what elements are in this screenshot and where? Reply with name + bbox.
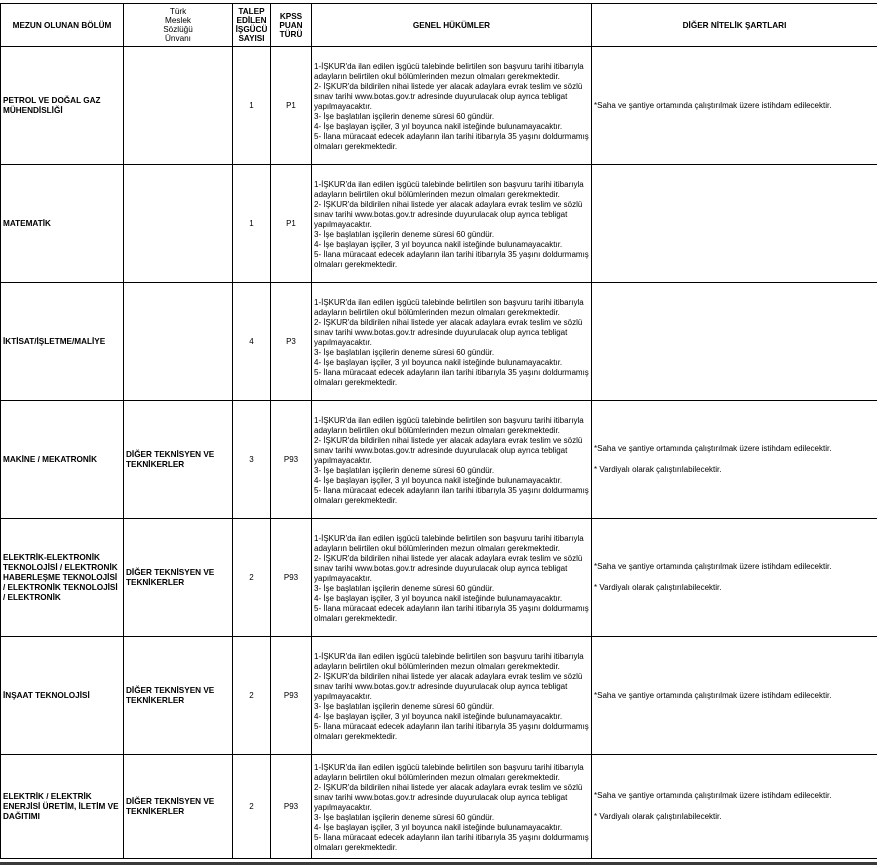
kpss-type-cell: P1 <box>271 165 312 283</box>
general-rule-item: 1-İŞKUR'da ilan edilen işgücü talebinde belirtilen son başvuru tarihi itibarıyla adayların belirtilen okul bölümlerinden mezun olmaları gerekmektedir. <box>314 415 584 435</box>
other-requirements-cell <box>592 637 877 755</box>
department-cell: İKTİSAT/İŞLETME/MALİYE <box>1 283 124 401</box>
table-row <box>1 283 877 401</box>
general-rule-item: 1-İŞKUR'da ilan edilen işgücü talebinde belirtilen son başvuru tarihi itibarıyla adayların belirtilen okul bölümlerinden mezun olmaları gerekmektedir. <box>314 61 584 81</box>
other-requirement-item: * Vardiyalı olarak çalıştırılabilecektir. <box>594 465 722 474</box>
general-rule-item: 2- İŞKUR'da bildirilen nihai listede yer alacak adaylara evrak teslim ve sözlü sınav tarihi www.botas.gov.tr adresinde duyurulacak olup ayrıca tebligat yapılmayacaktır. <box>314 782 583 812</box>
general-rule-item: 3- İşe başlatılan işçilerin deneme süresi 60 gündür. <box>314 229 495 239</box>
requested-count-cell: 1 <box>233 47 271 165</box>
general-rule-item: 4- İşe başlayan işçiler, 3 yıl boyunca nakil isteğinde bulunamayacaktır. <box>314 475 563 485</box>
general-rules-cell <box>312 165 592 283</box>
kpss-type-cell: P1 <box>271 47 312 165</box>
header-count-line: İŞGÜCÜ <box>235 25 268 34</box>
general-rules-cell <box>312 519 592 637</box>
general-rule-item: 5- İlana müracaat edecek adayların ilan tarihi itibarıyla 35 yaşını doldurmamış olmaları gerekmektedir. <box>314 485 589 505</box>
other-requirement-item: * Vardiyalı olarak çalıştırılabilecektir. <box>594 583 722 592</box>
header-kpss-line: PUAN <box>279 20 303 30</box>
kpss-type-cell: P93 <box>271 755 312 859</box>
other-requirements-cell <box>592 47 877 165</box>
general-rules-cell <box>312 47 592 165</box>
requested-count-cell: 4 <box>233 283 271 401</box>
requested-count-cell: 2 <box>233 637 271 755</box>
profession-title-cell <box>124 165 233 283</box>
general-rule-item: 2- İŞKUR'da bildirilen nihai listede yer alacak adaylara evrak teslim ve sözlü sınav tarihi www.botas.gov.tr adresinde duyurulacak olup ayrıca tebligat yapılmayacaktır. <box>314 435 583 465</box>
header-count-line: EDİLEN <box>236 16 267 25</box>
general-rule-item: 5- İlana müracaat edecek adayların ilan tarihi itibarıyla 35 yaşını doldurmamış olmaları gerekmektedir. <box>314 249 589 269</box>
kpss-type-cell: P3 <box>271 283 312 401</box>
general-rule-item: 3- İşe başlatılan işçilerin deneme süresi 60 gündür. <box>314 701 495 711</box>
header-kpss-line: TÜRÜ <box>279 29 303 39</box>
general-rule-item: 4- İşe başlayan işçiler, 3 yıl boyunca nakil isteğinde bulunamayacaktır. <box>314 822 563 832</box>
header-title-line: Sözlüğü <box>163 25 193 34</box>
general-rule-item: 5- İlana müracaat edecek adayların ilan tarihi itibarıyla 35 yaşını doldurmamış olmaları gerekmektedir. <box>314 603 589 623</box>
general-rule-item: 1-İŞKUR'da ilan edilen işgücü talebinde belirtilen son başvuru tarihi itibarıyla adayların belirtilen okul bölümlerinden mezun olmaları gerekmektedir. <box>314 179 584 199</box>
table-row <box>1 401 877 519</box>
general-rule-item: 3- İşe başlatılan işçilerin deneme süresi 60 gündür. <box>314 111 495 121</box>
other-requirements-cell <box>592 283 877 401</box>
requested-count-cell: 2 <box>233 519 271 637</box>
general-rule-item: 5- İlana müracaat edecek adayların ilan tarihi itibarıyla 35 yaşını doldurmamış olmaları gerekmektedir. <box>314 131 589 151</box>
department-cell: ELEKTRİK / ELEKTRİK ENERJİSİ ÜRETİM, İLETİM VE DAĞITIMI <box>1 755 124 859</box>
department-cell: İNŞAAT TEKNOLOJİSİ <box>1 637 124 755</box>
table-row <box>1 519 877 637</box>
general-rule-item: 5- İlana müracaat edecek adayların ilan tarihi itibarıyla 35 yaşını doldurmamış olmaları gerekmektedir. <box>314 832 589 852</box>
general-rule-item: 3- İşe başlatılan işçilerin deneme süresi 60 gündür. <box>314 465 495 475</box>
general-rules-cell <box>312 637 592 755</box>
department-cell: MAKİNE / MEKATRONİK <box>1 401 124 519</box>
header-title <box>124 4 233 47</box>
header-department: MEZUN OLUNAN BÖLÜM <box>1 4 124 47</box>
other-requirements-cell <box>592 165 877 283</box>
general-rule-item: 1-İŞKUR'da ilan edilen işgücü talebinde belirtilen son başvuru tarihi itibarıyla adayların belirtilen okul bölümlerinden mezun olmaları gerekmektedir. <box>314 297 584 317</box>
general-rule-item: 5- İlana müracaat edecek adayların ilan tarihi itibarıyla 35 yaşını doldurmamış olmaları gerekmektedir. <box>314 721 589 741</box>
header-count-line: SAYISI <box>238 34 265 43</box>
table-body <box>1 47 877 859</box>
general-rule-item: 2- İŞKUR'da bildirilen nihai listede yer alacak adaylara evrak teslim ve sözlü sınav tarihi www.botas.gov.tr adresinde duyurulacak olup ayrıca tebligat yapılmayacaktır. <box>314 553 583 583</box>
general-rule-item: 2- İŞKUR'da bildirilen nihai listede yer alacak adaylara evrak teslim ve sözlü sınav tarihi www.botas.gov.tr adresinde duyurulacak olup ayrıca tebligat yapılmayacaktır. <box>314 199 583 229</box>
table-row <box>1 47 877 165</box>
profession-title-cell: DİĞER TEKNİSYEN VE TEKNİKERLER <box>124 401 233 519</box>
general-rule-item: 3- İşe başlatılan işçilerin deneme süresi 60 gündür. <box>314 583 495 593</box>
general-rule-item: 2- İŞKUR'da bildirilen nihai listede yer alacak adaylara evrak teslim ve sözlü sınav tarihi www.botas.gov.tr adresinde duyurulacak olup ayrıca tebligat yapılmayacaktır. <box>314 81 583 111</box>
general-rules-cell <box>312 401 592 519</box>
kpss-type-cell: P93 <box>271 637 312 755</box>
general-rule-item: 5- İlana müracaat edecek adayların ilan tarihi itibarıyla 35 yaşını doldurmamış olmaları gerekmektedir. <box>314 367 589 387</box>
table-row <box>1 637 877 755</box>
header-title-line: Meslek <box>165 16 191 25</box>
header-title-line: Ünvanı <box>165 34 191 43</box>
header-kpss <box>271 4 312 47</box>
other-requirements-cell <box>592 519 877 637</box>
general-rule-item: 3- İşe başlatılan işçilerin deneme süresi 60 gündür. <box>314 812 495 822</box>
department-cell: PETROL VE DOĞAL GAZ MÜHENDİSLİĞİ <box>1 47 124 165</box>
other-requirement-item: *Saha ve şantiye ortamında çalıştırılmak üzere istihdam edilecektir. <box>594 562 832 571</box>
header-count-line: TALEP <box>238 7 265 16</box>
general-rule-item: 1-İŞKUR'da ilan edilen işgücü talebinde belirtilen son başvuru tarihi itibarıyla adayların belirtilen okul bölümlerinden mezun olmaları gerekmektedir. <box>314 651 584 671</box>
general-rule-item: 4- İşe başlayan işçiler, 3 yıl boyunca nakil isteğinde bulunamayacaktır. <box>314 357 563 367</box>
department-cell: MATEMATİK <box>1 165 124 283</box>
other-requirement-item: *Saha ve şantiye ortamında çalıştırılmak üzere istihdam edilecektir. <box>594 690 832 700</box>
kpss-type-cell: P93 <box>271 401 312 519</box>
requested-count-cell: 2 <box>233 755 271 859</box>
other-requirement-item: *Saha ve şantiye ortamında çalıştırılmak üzere istihdam edilecektir. <box>594 100 832 110</box>
general-rule-item: 4- İşe başlayan işçiler, 3 yıl boyunca nakil isteğinde bulunamayacaktır. <box>314 239 563 249</box>
requested-count-cell: 3 <box>233 401 271 519</box>
header-other-requirements: DİĞER NİTELİK ŞARTLARI <box>592 4 877 47</box>
header-count <box>233 4 271 47</box>
header-title-line: Türk <box>169 7 187 16</box>
profession-title-cell <box>124 283 233 401</box>
general-rule-item: 3- İşe başlatılan işçilerin deneme süresi 60 gündür. <box>314 347 495 357</box>
general-rule-item: 4- İşe başlayan işçiler, 3 yıl boyunca nakil isteğinde bulunamayacaktır. <box>314 711 563 721</box>
header-general-rules: GENEL HÜKÜMLER <box>312 4 592 47</box>
other-requirement-item: * Vardiyalı olarak çalıştırılabilecektir. <box>594 812 722 821</box>
profession-title-cell <box>124 47 233 165</box>
general-rule-item: 4- İşe başlayan işçiler, 3 yıl boyunca nakil isteğinde bulunamayacaktır. <box>314 593 563 603</box>
profession-title-cell: DİĞER TEKNİSYEN VE TEKNİKERLER <box>124 637 233 755</box>
general-rules-cell <box>312 755 592 859</box>
profession-title-cell: DİĞER TEKNİSYEN VE TEKNİKERLER <box>124 519 233 637</box>
job-requirements-table <box>0 3 877 859</box>
general-rule-item: 2- İŞKUR'da bildirilen nihai listede yer alacak adaylara evrak teslim ve sözlü sınav tarihi www.botas.gov.tr adresinde duyurulacak olup ayrıca tebligat yapılmayacaktır. <box>314 317 583 347</box>
general-rule-item: 4- İşe başlayan işçiler, 3 yıl boyunca nakil isteğinde bulunamayacaktır. <box>314 121 563 131</box>
table-row <box>1 755 877 859</box>
other-requirement-item: *Saha ve şantiye ortamında çalıştırılmak üzere istihdam edilecektir. <box>594 791 832 800</box>
other-requirements-cell <box>592 401 877 519</box>
general-rules-cell <box>312 283 592 401</box>
kpss-type-cell: P93 <box>271 519 312 637</box>
header-kpss-line: KPSS <box>279 11 303 21</box>
other-requirements-cell <box>592 755 877 859</box>
general-rule-item: 2- İŞKUR'da bildirilen nihai listede yer alacak adaylara evrak teslim ve sözlü sınav tarihi www.botas.gov.tr adresinde duyurulacak olup ayrıca tebligat yapılmayacaktır. <box>314 671 583 701</box>
profession-title-cell: DİĞER TEKNİSYEN VE TEKNİKERLER <box>124 755 233 859</box>
general-rule-item: 1-İŞKUR'da ilan edilen işgücü talebinde belirtilen son başvuru tarihi itibarıyla adayların belirtilen okul bölümlerinden mezun olmaları gerekmektedir. <box>314 762 584 782</box>
table-row <box>1 165 877 283</box>
other-requirement-item: *Saha ve şantiye ortamında çalıştırılmak üzere istihdam edilecektir. <box>594 444 832 453</box>
requested-count-cell: 1 <box>233 165 271 283</box>
table-header-row <box>1 4 877 47</box>
department-cell: ELEKTRİK-ELEKTRONİK TEKNOLOJİSİ / ELEKTRONİK HABERLEŞME TEKNOLOJİSİ / ELEKTRONİK TEKNOLOJİSİ / ELEKTRONİK <box>1 519 124 637</box>
general-rule-item: 1-İŞKUR'da ilan edilen işgücü talebinde belirtilen son başvuru tarihi itibarıyla adayların belirtilen okul bölümlerinden mezun olmaları gerekmektedir. <box>314 533 584 553</box>
